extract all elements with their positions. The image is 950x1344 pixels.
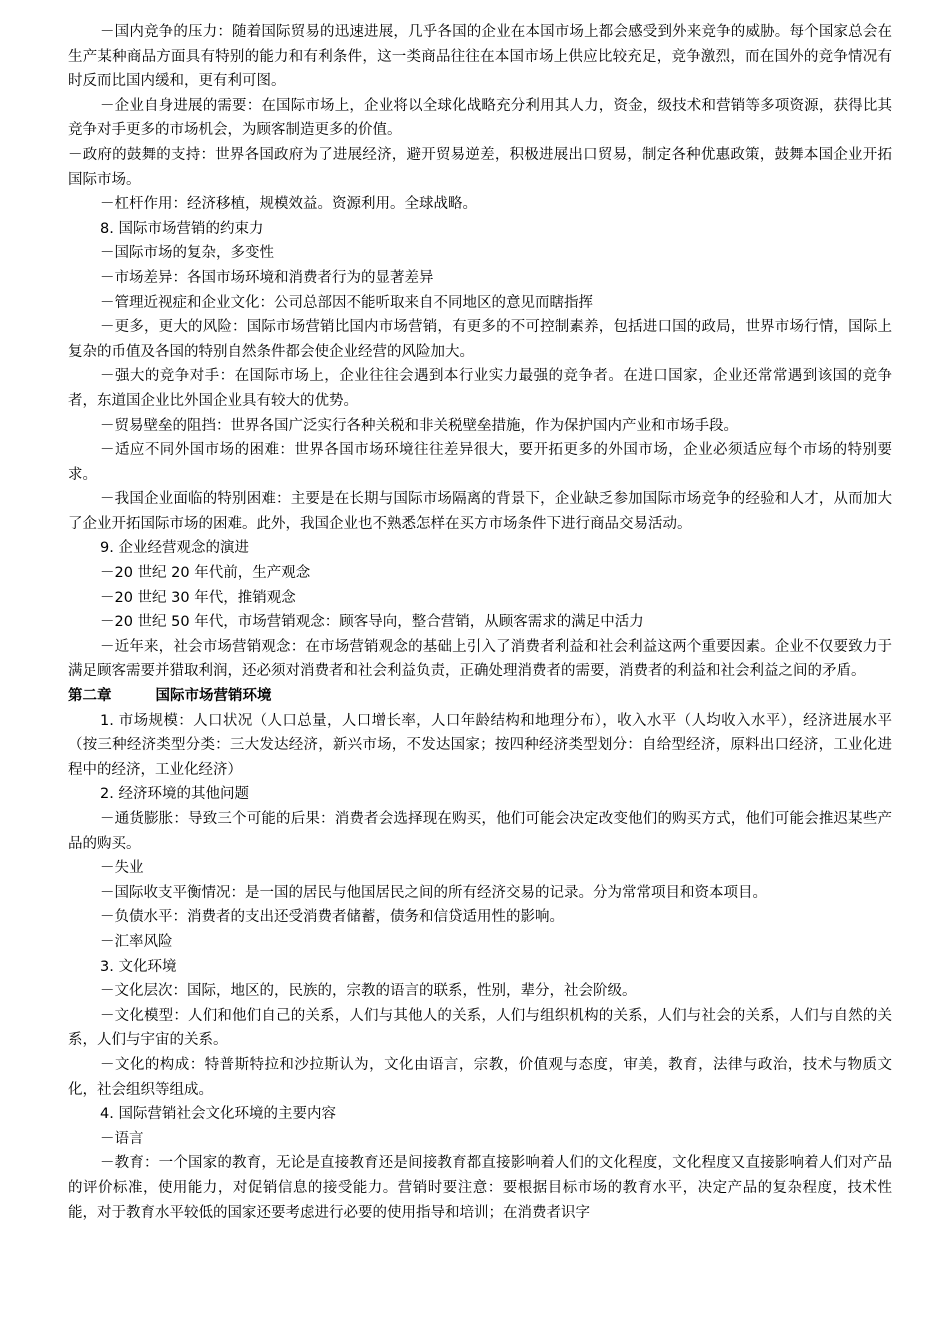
paragraph: －20 世纪 30 年代，推销观念 <box>100 589 296 606</box>
paragraph: －杠杆作用：经济移植，规模效益。资源利用。全球战略。 <box>100 196 477 213</box>
paragraph: －文化模型：人们和他们自己的关系，人们与其他人的关系，人们与组织机构的关系，人们与社会的关系，人们与自然的关系，人们与宇宙的关系。 <box>68 1007 892 1049</box>
paragraph: －汇率风险 <box>100 933 173 950</box>
paragraph: 2. 经济环境的其他问题 <box>100 786 249 803</box>
paragraph: －国内竞争的压力：随着国际贸易的迅速进展，几乎各国的企业在本国市场上都会感受到外来竞争的威胁。每个国家总会在生产某种商品方面具有特别的能力和有利条件，这一类商品往往在本国市场上供应比较充足，竞争激烈，而在国外的竞争情况有时反而比国内缓和，更有利可图。 <box>68 24 892 90</box>
chapter-number: 第二章 <box>68 688 112 705</box>
chapter-title: 国际市场营销环境 <box>155 688 272 705</box>
paragraph: －近年来，社会市场营销观念：在市场营销观念的基础上引入了消费者利益和社会利益这两个重要因素。企业不仅要致力于满足顾客需要并猎取利润，还必须对消费者和社会利益负责，正确处理消费者的需要，消费者的利益和社会利益之间的矛盾。 <box>68 638 892 680</box>
chapter-heading <box>68 684 892 709</box>
paragraph: －贸易壁垒的阻挡：世界各国广泛实行各种关税和非关税壁垒措施，作为保护国内产业和市场手段。 <box>100 417 738 434</box>
paragraph: －教育：一个国家的教育，无论是直接教育还是间接教育都直接影响着人们的文化程度，文化程度又直接影响着人们对产品的评价标准，使用能力，对促销信息的接受能力。营销时要注意：要根据目标市场的教育水平，决定产品的复杂程度，技术性能，对于教育水平较低的国家还要考虑进行必要的使用指导和培训；在消费者识字 <box>68 1155 892 1221</box>
paragraph: －我国企业面临的特别困难：主要是在长期与国际市场隔离的背景下，企业缺乏参加国际市场竞争的经验和人才，从而加大了企业开拓国际市场的困难。此外，我国企业也不熟悉怎样在买方市场条件下进行商品交易活动。 <box>68 491 892 532</box>
paragraph: －国际收支平衡情况：是一国的居民与他国居民之间的所有经济交易的记录。分为常常项目和资本项目。 <box>100 884 767 901</box>
paragraph: －20 世纪 50 年代，市场营销观念：顾客导向，整合营销，从顾客需求的满足中活力 <box>100 614 644 631</box>
paragraph: 9. 企业经营观念的演进 <box>100 540 249 557</box>
paragraph: 3. 文化环境 <box>100 958 177 975</box>
paragraph: －适应不同外国市场的困难：世界各国市场环境往往差异很大，要开拓更多的外国市场，企业必须适应每个市场的特别要求。 <box>68 442 892 483</box>
paragraph: －管理近视症和企业文化：公司总部因不能听取来自不同地区的意见而瞎指挥 <box>100 294 593 311</box>
paragraph: －文化的构成：特普斯特拉和沙拉斯认为，文化由语言，宗教，价值观与态度，审美，教育，法律与政治，技术与物质文化，社会组织等组成。 <box>68 1056 892 1098</box>
paragraph: －语言 <box>100 1130 144 1147</box>
paragraph: －更多，更大的风险：国际市场营销比国内市场营销，有更多的不可控制素养，包括进口国的政局，世界市场行情，国际上复杂的币值及各国的特别自然条件都会使企业经营的风险加大。 <box>68 319 892 360</box>
paragraph: －通货膨胀：导致三个可能的后果：消费者会选择现在购买，他们可能会决定改变他们的购买方式，他们可能会推迟某些产品的购买。 <box>68 811 892 852</box>
paragraph: －文化层次：国际，地区的，民族的，宗教的语言的联系，性别，辈分，社会阶级。 <box>100 983 637 1000</box>
paragraph: 4. 国际营销社会文化环境的主要内容 <box>100 1106 336 1123</box>
paragraph: 8. 国际市场营销的约束力 <box>100 220 264 237</box>
paragraph: 1. 市场规模：人口状况（人口总量，人口增长率，人口年龄结构和地理分布），收入水平（人均收入水平），经济进展水平（按三种经济类型分类：三大发达经济，新兴市场，不发达国家；按四种经济类型划分：自给型经济，原料出口经济，工业化进程中的经济，工业化经济） <box>68 712 892 778</box>
paragraph: －失业 <box>100 860 144 877</box>
paragraph: －20 世纪 20 年代前，生产观念 <box>100 565 311 582</box>
paragraph: －强大的竞争对手：在国际市场上，企业往往会遇到本行业实力最强的竞争者。在进口国家，企业还常常遇到该国的竞争者，东道国企业比外国企业具有较大的优势。 <box>68 368 892 409</box>
paragraph: －国际市场的复杂，多变性 <box>100 245 274 262</box>
paragraph: －政府的鼓舞的支持：世界各国政府为了进展经济，避开贸易逆差，积极进展出口贸易，制定各种优惠政策，鼓舞本国企业开拓国际市场。 <box>68 146 892 188</box>
paragraph: －市场差异：各国市场环境和消费者行为的显著差异 <box>100 269 434 286</box>
paragraph: －负债水平：消费者的支出还受消费者储蓄，债务和信贷适用性的影响。 <box>100 909 564 926</box>
paragraph: －企业自身进展的需要：在国际市场上，企业将以全球化战略充分利用其人力，资金，级技术和营销等多项资源，获得比其竞争对手更多的市场机会，为顾客制造更多的价值。 <box>68 97 892 139</box>
